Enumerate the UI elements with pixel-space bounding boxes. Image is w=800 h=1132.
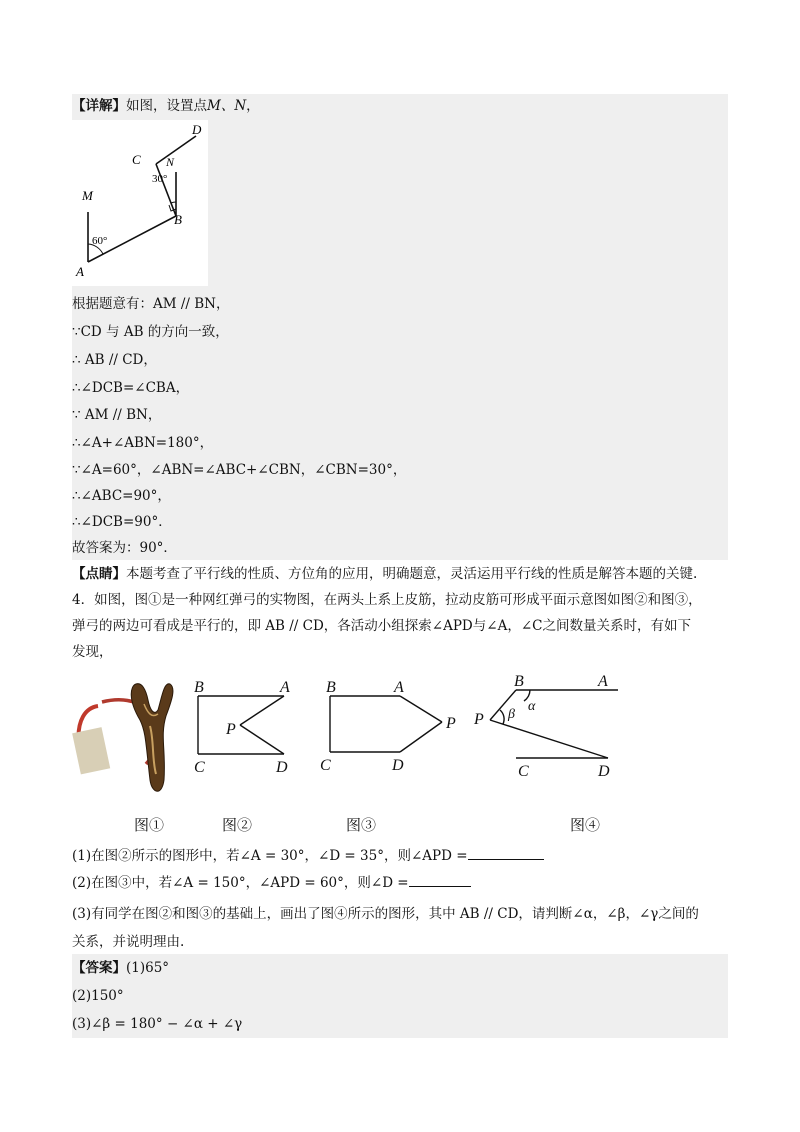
figure-3 <box>330 696 442 752</box>
figure-2 <box>198 696 284 754</box>
label-c: C <box>132 152 141 167</box>
detail-label: 【详解】 <box>72 98 126 114</box>
label-b: B <box>174 212 182 227</box>
fig3-label-p: P <box>446 715 456 732</box>
comment-label: 【点睛】 <box>72 566 126 582</box>
step-line: ∴∠DCB=90°． <box>72 514 172 530</box>
answer-blank-2[interactable] <box>409 874 471 887</box>
question-2 <box>72 873 471 893</box>
fig3-label-d: D <box>392 757 404 774</box>
problem-line-1: 4．如图，图①是一种网红弹弓的实物图，在两头上系上皮筋，拉动皮筋可形成平面示意图如图②和图③， <box>72 592 702 608</box>
detail-figure <box>72 120 208 286</box>
answer-line-2: (2)150° <box>72 988 124 1004</box>
comment-line <box>72 564 697 584</box>
fig2-label-a: A <box>280 679 290 696</box>
fig4-label-beta: β <box>508 707 515 722</box>
figure-background <box>72 120 208 286</box>
answer-1: (1)65° <box>126 960 170 976</box>
fig4-label-p: P <box>474 711 484 728</box>
answer-line-1 <box>72 958 169 978</box>
final-answer-line: 故答案为：90°． <box>72 540 177 556</box>
question-3-line-1: (3)有同学在图②和图③的基础上，画出了图④所示的图形，其中 AB // CD，请判断∠α，∠β，∠γ之间的 <box>72 906 699 922</box>
comment-text: 本题考查了平行线的性质、方位角的应用，明确题意，灵活运用平行线的性质是解答本题的关键. <box>126 566 698 582</box>
fig2-label-b: B <box>194 679 204 696</box>
fig2-label-d: D <box>276 759 288 776</box>
step-line: ∴∠ABC=90°， <box>72 488 171 504</box>
fig4-pd <box>490 720 608 758</box>
slingshot-photo <box>72 684 173 792</box>
fig2-pd <box>240 725 284 754</box>
fig4-beta-arc <box>500 710 504 724</box>
step-line: 根据题意有：AM // BN， <box>72 296 230 312</box>
detail-heading: 【详解】如图，设置点M、N， <box>72 98 260 114</box>
label-a: A <box>76 264 84 279</box>
question-1-text: (1)在图②所示的图形中，若∠A = 30°，∠D = 35°，则∠APD = <box>72 848 468 864</box>
caption-fig2: 图② <box>222 816 253 834</box>
fig2-ap <box>240 696 284 725</box>
answer-line-3: (3)∠β = 180° − ∠α + ∠γ <box>72 1016 243 1032</box>
caption-fig4: 图④ <box>570 816 601 834</box>
answer-label: 【答案】 <box>72 960 126 976</box>
pouch <box>72 727 110 774</box>
fig3-pd <box>400 722 442 752</box>
figure-2-labels <box>194 679 290 776</box>
detail-points: M、N <box>207 98 247 114</box>
figure-4 <box>490 690 618 758</box>
step-line: ∵ AM // BN， <box>72 407 162 423</box>
question-3-line-2: 关系，并说明理由. <box>72 934 185 950</box>
fig4-label-d: D <box>598 763 610 780</box>
fig4-label-a: A <box>598 673 608 690</box>
figure-4-labels <box>473 673 610 780</box>
step-line: ∵CD 与 AB 的方向一致， <box>72 324 229 340</box>
label-30: 30° <box>152 173 168 185</box>
fig3-ap <box>400 696 442 722</box>
step-line: ∴∠A+∠ABN=180°， <box>72 435 214 451</box>
step-line: ∴ AB // CD， <box>72 352 157 368</box>
label-n: N <box>166 155 175 169</box>
fig4-label-b: B <box>514 673 524 690</box>
label-m: M <box>82 188 93 203</box>
figures-row <box>0 670 800 840</box>
caption-fig1: 图① <box>134 816 165 834</box>
problem-line-3: 发现， <box>72 644 113 660</box>
question-1 <box>72 846 544 866</box>
fig2-label-p: P <box>226 721 236 738</box>
problem-line-2: 弹弓的两边可看成是平行的，即 AB // CD，各活动小组探索∠APD与∠A，∠C之间数量关系时，有如下 <box>72 618 691 634</box>
question-2-text: (2)在图③中，若∠A = 150°，∠APD = 60°，则∠D = <box>72 875 409 891</box>
detail-intro: 如图，设置点 <box>126 98 207 114</box>
fig4-label-alpha: α <box>528 699 536 714</box>
answer-blank-1[interactable] <box>468 847 544 860</box>
label-60: 60° <box>92 235 108 247</box>
step-line: ∵∠A=60°，∠ABN=∠ABC+∠CBN，∠CBN=30°， <box>72 462 407 478</box>
fig4-label-c: C <box>518 763 529 780</box>
label-d: D <box>192 122 202 137</box>
fig3-label-c: C <box>320 757 331 774</box>
fig3-label-a: A <box>394 679 404 696</box>
caption-fig3: 图③ <box>346 816 377 834</box>
step-line: ∴∠DCB=∠CBA， <box>72 380 190 396</box>
fig2-label-c: C <box>194 759 205 776</box>
fig3-label-b: B <box>326 679 336 696</box>
